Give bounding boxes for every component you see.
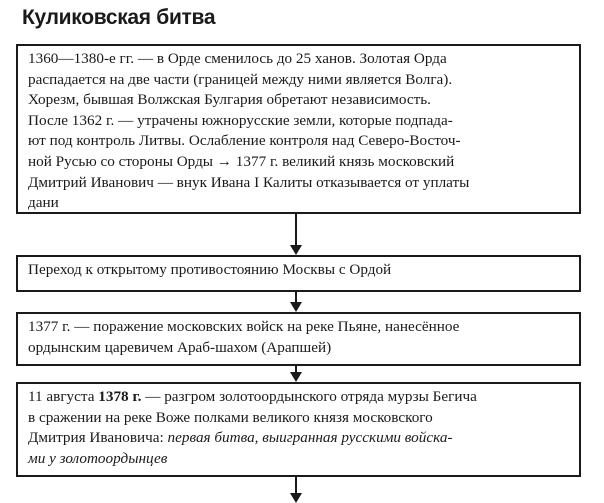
text-line: 1377 г. — поражение московских войск на реке Пьяне, нанесённое bbox=[28, 318, 460, 335]
text-line bbox=[28, 387, 571, 408]
event-text: — разгром золотоордынского отряда мурзы Бегича bbox=[145, 388, 477, 405]
info-box-context bbox=[16, 44, 581, 214]
text-line: ордынским царевичем Араб-шахом (Арапшей) bbox=[28, 338, 332, 356]
text-line: ной Русью со стороны Орды → 1377 г. великий князь московский bbox=[28, 152, 455, 170]
text-line bbox=[28, 428, 571, 449]
info-box-vozha-battle bbox=[16, 382, 581, 477]
date-text: 11 августа bbox=[28, 388, 95, 405]
down-arrow-icon bbox=[290, 214, 302, 255]
text-line: дани bbox=[28, 194, 59, 212]
text-line: ют под контроль Литвы. Ослабление контроля над Северо-Восточ- bbox=[28, 132, 461, 150]
info-box-pyana-battle bbox=[16, 312, 581, 366]
text-line: Переход к открытому противостоянию Москвы с Ордой bbox=[28, 261, 392, 278]
text-line: Дмитрий Иванович — внук Ивана I Калиты отказывается от уплаты bbox=[28, 173, 470, 191]
down-arrow-icon bbox=[290, 292, 302, 312]
italic-text: первая битва, выигранная русскими войска- bbox=[167, 429, 453, 447]
year-text: 1378 г. bbox=[98, 388, 142, 405]
text-line: в сражении на реке Воже полками великого князя московского bbox=[28, 408, 433, 426]
text-line: После 1362 г. — утрачены южнорусские земли, которые подпада- bbox=[28, 111, 453, 129]
text-line: ми у золотоордынцев bbox=[28, 449, 168, 467]
text-line: 1360—1380-е гг. — в Орде сменилось до 25 ханов. Золотая Орда bbox=[28, 50, 447, 67]
down-arrow-icon bbox=[290, 477, 302, 503]
text-line: Хорезм, бывшая Волжская Булгария обретают независимость. bbox=[28, 91, 431, 109]
down-arrow-icon bbox=[290, 366, 302, 382]
text-line: распадается на две части (границей между ними является Волга). bbox=[28, 70, 453, 88]
info-box-confrontation bbox=[16, 255, 581, 292]
page-title: Куликовская битва bbox=[22, 6, 216, 29]
plain-text: Дмитрия Ивановича: bbox=[28, 429, 164, 447]
